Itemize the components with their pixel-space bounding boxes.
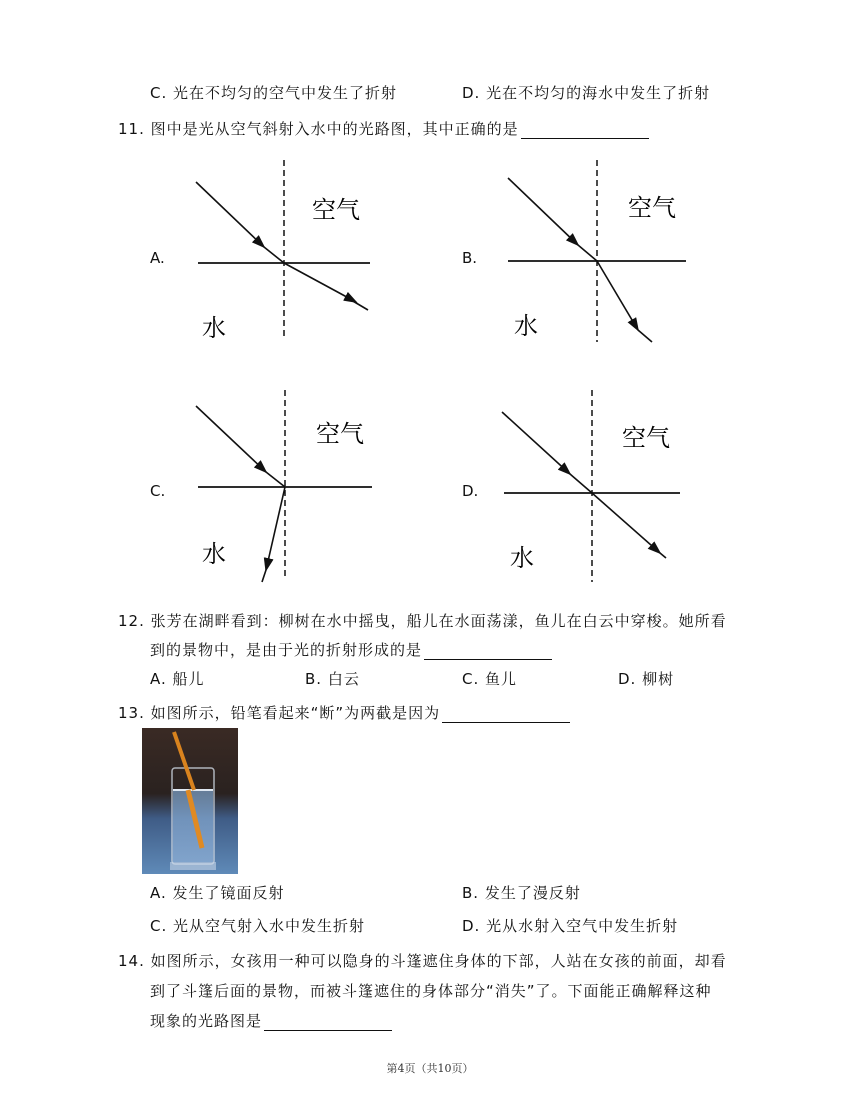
q13-option-a: A. 发生了镜面反射 [150,884,285,902]
q12-option-b: B. 白云 [305,670,360,688]
q12-stem-line1: 12. 张芳在湖畔看到：柳树在水中摇曳，船儿在水面荡漾，鱼儿在白云中穿梭。她所看 [118,612,727,630]
incident-ray [502,412,570,474]
refracted-ray [592,493,660,553]
q12-stem-line2-text: 到的景物中，是由于光的折射形成的是 [150,641,423,659]
q11-stem-text: 11. 图中是光从空气斜射入水中的光路图，其中正确的是 [118,120,519,138]
q13-option-c: C. 光从空气射入水中发生折射 [150,917,366,935]
q14-stem-line2: 到了斗篷后面的景物，而被斗篷遮住的身体部分“消失”了。下面能正确解释这种 [150,982,712,1000]
page-footer: 第4页（共10页） [386,1062,474,1075]
q10-option-c: C. 光在不均匀的空气中发生了折射 [150,84,398,102]
incident-ray [196,182,264,247]
q11-label-d: D. [462,482,479,500]
q11-label-b: B. [462,249,478,267]
air-label: 空气 [622,424,670,452]
refracted-ray [597,261,638,330]
q13-stem-text: 13. 如图所示，铅笔看起来“断”为两截是因为 [118,704,441,722]
q12-answer-blank [424,643,552,660]
q14-answer-blank [264,1014,392,1031]
refracted-ray [284,263,356,302]
air-label: 空气 [628,194,676,222]
diagram-a [180,160,390,360]
q13-option-d: D. 光从水射入空气中发生折射 [462,917,679,935]
q12-option-a: A. 船儿 [150,670,205,688]
air-label: 空气 [312,196,360,224]
q11-stem [118,118,649,139]
q12-option-d: D. 柳树 [618,670,675,688]
q11-answer-blank [521,122,649,139]
incident-ray [508,178,578,245]
q12-stem-line2 [150,639,552,660]
refracted-ray [266,487,285,570]
q13-answer-blank [442,706,570,723]
incident-ray [196,406,266,472]
q13-option-b: B. 发生了漫反射 [462,884,581,902]
water-label: 水 [510,544,534,572]
water-label: 水 [202,314,226,342]
q14-stem-line3 [150,1010,392,1031]
water-label: 水 [514,312,538,340]
q13-stem [118,702,570,723]
q14-stem-line1: 14. 如图所示，女孩用一种可以隐身的斗篷遮住身体的下部，人站在女孩的前面，却看 [118,952,727,970]
q14-stem-line3-text: 现象的光路图是 [150,1012,263,1030]
diagram-d [490,390,700,590]
diagram-c [180,390,390,590]
q12-option-c: C. 鱼儿 [462,670,518,688]
diagram-b [492,160,702,360]
q11-label-c: C. [150,482,166,500]
q11-label-a: A. [150,249,165,267]
pencil-in-water-photo [142,728,238,874]
water-label: 水 [202,540,226,568]
air-label: 空气 [316,420,364,448]
q10-option-d: D. 光在不均匀的海水中发生了折射 [462,84,711,102]
